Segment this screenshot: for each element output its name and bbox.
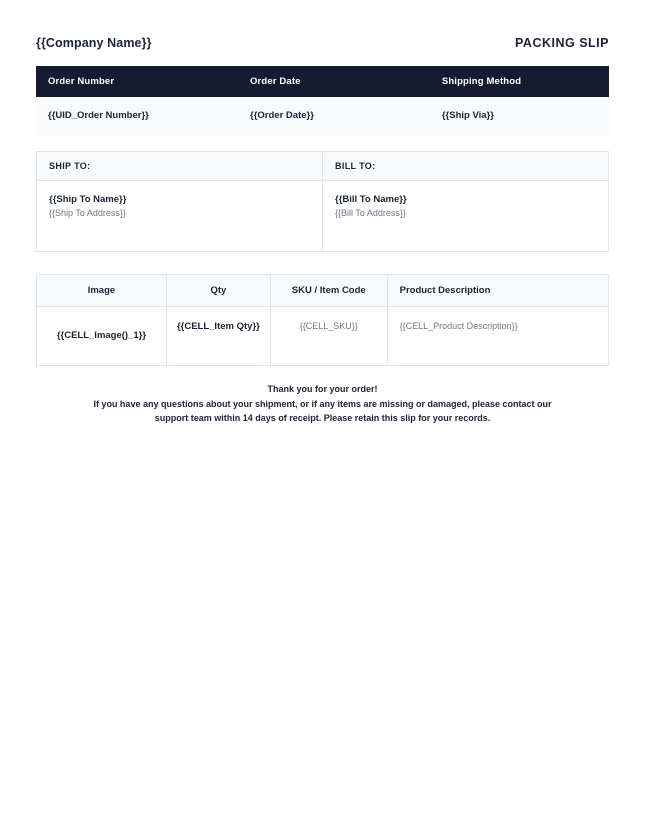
ship-to-name: {{Ship To Name}} bbox=[49, 194, 127, 205]
cell-product-description: {{CELL_Product Description}} bbox=[387, 307, 608, 366]
column-header-order-date: Order Date bbox=[238, 66, 430, 97]
footer-thank-you: Thank you for your order! bbox=[267, 383, 378, 394]
order-summary-table bbox=[36, 66, 609, 136]
line-items-table bbox=[36, 274, 609, 366]
address-table bbox=[36, 151, 609, 252]
table-row bbox=[37, 181, 609, 252]
cell-order-date: {{Order Date}} bbox=[238, 97, 430, 136]
table-row bbox=[36, 97, 609, 136]
address-table-header bbox=[37, 152, 609, 181]
order-summary-header bbox=[36, 66, 609, 97]
company-name: {{Company Name}} bbox=[36, 36, 152, 50]
column-header-image: Image bbox=[37, 275, 167, 307]
footer-note-line-1: If you have any questions about your shipment, or if any items are missing or damaged, please contact our bbox=[93, 398, 552, 409]
column-header-product-description: Product Description bbox=[387, 275, 608, 307]
cell-sku: {{CELL_SKU}} bbox=[270, 307, 387, 366]
column-header-shipping-method: Shipping Method bbox=[430, 66, 609, 97]
line-items-header bbox=[37, 275, 609, 307]
document-header bbox=[36, 0, 609, 62]
table-header-row bbox=[36, 66, 609, 97]
column-header-sku: SKU / Item Code bbox=[270, 275, 387, 307]
cell-ship-to bbox=[37, 181, 323, 252]
bill-to-name: {{Bill To Name}} bbox=[335, 194, 407, 205]
line-items-body bbox=[37, 307, 609, 366]
order-summary-body bbox=[36, 97, 609, 136]
footer-note-line-2: support team within 14 days of receipt. Please retain this slip for your records. bbox=[154, 413, 491, 424]
column-header-qty: Qty bbox=[166, 275, 270, 307]
document-body bbox=[36, 0, 609, 426]
document-title: PACKING SLIP bbox=[515, 36, 609, 50]
column-header-bill-to: BILL TO: bbox=[323, 152, 609, 181]
table-header-row bbox=[37, 152, 609, 181]
cell-image-placeholder: {{CELL_Image()_1}} bbox=[37, 307, 167, 366]
column-header-ship-to: SHIP TO: bbox=[37, 152, 323, 181]
table-row bbox=[37, 307, 609, 366]
cell-shipping-method: {{Ship Via}} bbox=[430, 97, 609, 136]
ship-to-address: {{Ship To Address}} bbox=[49, 208, 126, 219]
cell-bill-to bbox=[323, 181, 609, 252]
cell-qty: {{CELL_Item Qty}} bbox=[166, 307, 270, 366]
bill-to-address: {{Bill To Address}} bbox=[335, 208, 406, 219]
column-header-order-number: Order Number bbox=[36, 66, 238, 97]
cell-order-number: {{UID_Order Number}} bbox=[36, 97, 238, 136]
table-header-row bbox=[37, 275, 609, 307]
address-table-body bbox=[37, 181, 609, 252]
document-footer bbox=[36, 382, 609, 427]
